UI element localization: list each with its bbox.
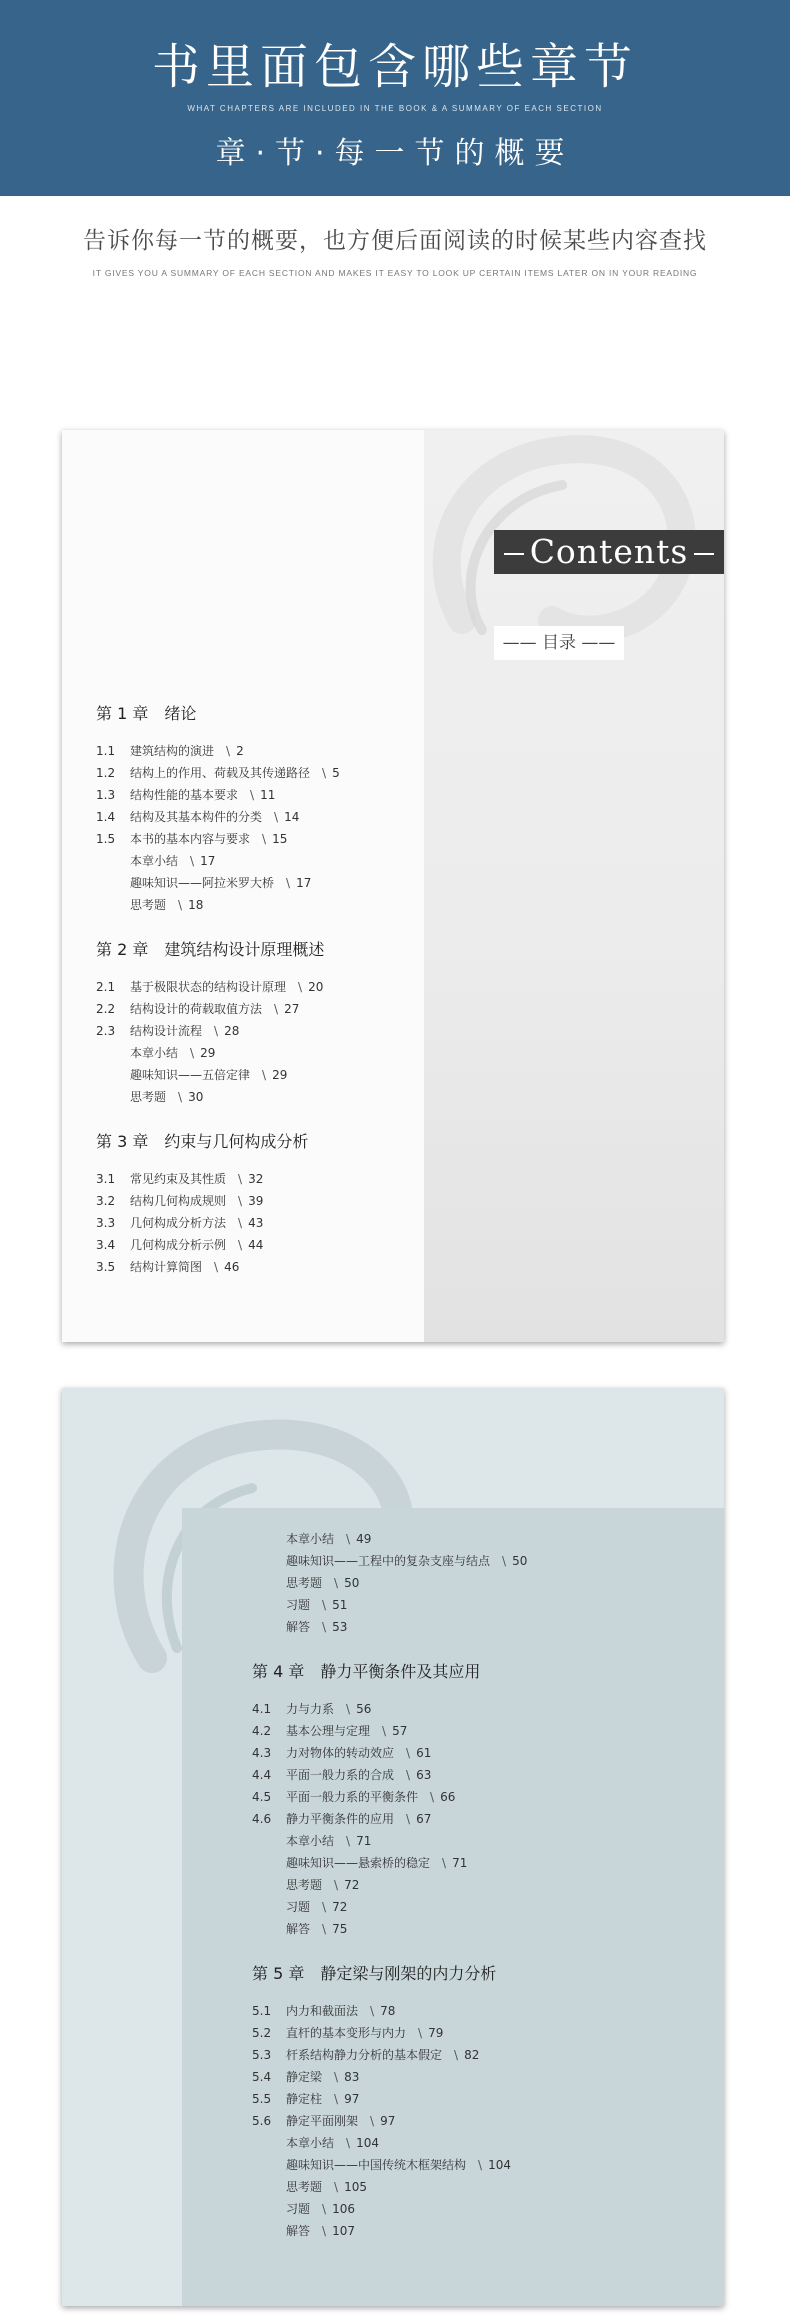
entry-title: 几何构成分析方法 — [130, 1216, 227, 1230]
page-separator: \ — [214, 1260, 219, 1274]
toc-entry — [252, 1764, 527, 1786]
entry-title: 静力平衡条件的应用 — [286, 1812, 395, 1826]
entry-number: 4.6 — [252, 1812, 272, 1826]
entry-page-number: 18 — [188, 898, 204, 912]
toc-entry — [96, 976, 340, 998]
entry-title: 趣味知识——工程中的复杂支座与结点 — [286, 1554, 491, 1568]
page-separator: \ — [442, 1856, 447, 1870]
tagline-en: IT GIVES YOU A SUMMARY OF EACH SECTION AND MAKES IT EASY TO LOOK UP CERTAIN ITEMS LATER ON IN YOUR READING — [92, 268, 698, 278]
entry-title: 杆系结构静力分析的基本假定 — [286, 2048, 443, 2062]
toc-entry — [96, 784, 340, 806]
entry-number: 1.3 — [96, 788, 116, 802]
chapter-heading: 第 1 章 绪论 — [96, 704, 197, 723]
entry-title: 常见约束及其性质 — [130, 1172, 227, 1186]
entry-title: 本章小结 — [130, 1046, 179, 1060]
entry-page-number: 67 — [416, 1812, 432, 1826]
chapter-heading: 第 4 章 静力平衡条件及其应用 — [252, 1662, 481, 1681]
entry-number: 2.3 — [96, 1024, 116, 1038]
page-separator: \ — [322, 1620, 327, 1634]
entry-title: 直杆的基本变形与内力 — [286, 2026, 407, 2040]
entry-page-number: 15 — [272, 832, 288, 846]
entry-title: 结构设计的荷载取值方法 — [130, 1002, 263, 1016]
entry-page-number: 27 — [284, 1002, 300, 1016]
entry-page-number: 97 — [344, 2092, 360, 2106]
entry-title: 解答 — [286, 2224, 311, 2238]
page-separator: \ — [226, 744, 231, 758]
page-separator: \ — [346, 2136, 351, 2150]
entry-page-number: 49 — [356, 1532, 372, 1546]
entry-number: 5.4 — [252, 2070, 272, 2084]
entry-number: 2.2 — [96, 1002, 116, 1016]
toc-entry — [96, 1256, 340, 1278]
entry-number: 5.2 — [252, 2026, 272, 2040]
page-separator: \ — [262, 832, 267, 846]
page-separator: \ — [334, 2180, 339, 2194]
toc-entry — [252, 1572, 527, 1594]
page-separator: \ — [250, 788, 255, 802]
entry-number: 1.4 — [96, 810, 116, 824]
toc-page-2 — [62, 1388, 724, 2306]
mulu-heading: —— 目录 —— — [494, 626, 624, 660]
entry-number: 3.1 — [96, 1172, 116, 1186]
entry-title: 习题 — [286, 1598, 311, 1612]
toc-entry — [96, 1086, 340, 1108]
page-separator: \ — [238, 1216, 243, 1230]
entry-number: 5.1 — [252, 2004, 272, 2018]
entry-number: 4.3 — [252, 1746, 272, 1760]
entry-title: 本章小结 — [286, 1532, 335, 1546]
entry-title: 结构几何构成规则 — [130, 1194, 227, 1208]
entry-title: 结构设计流程 — [130, 1024, 203, 1038]
entry-page-number: 104 — [488, 2158, 511, 2172]
entry-title: 结构及其基本构件的分类 — [130, 810, 263, 824]
toc-entry — [252, 1786, 527, 1808]
toc-entry — [252, 2198, 527, 2220]
entry-title: 几何构成分析示例 — [130, 1238, 227, 1252]
entry-page-number: 63 — [416, 1768, 432, 1782]
entry-number: 4.4 — [252, 1768, 272, 1782]
page-separator: \ — [334, 2070, 339, 2084]
banner-title: 书里面包含哪些章节 — [151, 39, 638, 95]
page-separator: \ — [322, 2202, 327, 2216]
entry-number: 3.2 — [96, 1194, 116, 1208]
tagline-cn: 告诉你每一节的概要，也方便后面阅读的时候某些内容查找 — [83, 228, 707, 254]
entry-number: 4.5 — [252, 1790, 272, 1804]
toc-entry — [96, 762, 340, 784]
entry-title: 思考题 — [286, 1878, 323, 1892]
entry-title: 趣味知识——五倍定律 — [130, 1068, 251, 1082]
page-separator: \ — [334, 1878, 339, 1892]
toc-entry — [96, 1064, 340, 1086]
toc-entry — [252, 2132, 527, 2154]
toc-entry — [96, 828, 340, 850]
entry-number: 4.1 — [252, 1702, 272, 1716]
entry-page-number: 97 — [380, 2114, 396, 2128]
page-separator: \ — [286, 876, 291, 890]
toc-entry — [252, 2066, 527, 2088]
page-separator: \ — [238, 1238, 243, 1252]
toc-entry — [252, 1550, 527, 1572]
page-separator: \ — [322, 1922, 327, 1936]
entry-title: 趣味知识——悬索桥的稳定 — [286, 1856, 431, 1870]
page-separator: \ — [178, 1090, 183, 1104]
page-separator: \ — [346, 1834, 351, 1848]
entry-title: 本书的基本内容与要求 — [130, 832, 251, 846]
page-separator: \ — [454, 2048, 459, 2062]
page-separator: \ — [190, 1046, 195, 1060]
entry-page-number: 50 — [512, 1554, 528, 1568]
entry-number: 5.5 — [252, 2092, 272, 2106]
banner-subtitle-cn: 章·节·每一节的概要 — [215, 136, 575, 171]
entry-page-number: 56 — [356, 1702, 372, 1716]
entry-page-number: 29 — [200, 1046, 216, 1060]
page-separator: \ — [430, 1790, 435, 1804]
page-separator: \ — [370, 2114, 375, 2128]
mulu-label: 目录 — [542, 633, 576, 653]
toc-entry — [96, 998, 340, 1020]
entry-page-number: 5 — [332, 766, 340, 780]
page-separator: \ — [274, 810, 279, 824]
toc-entry — [96, 1212, 340, 1234]
toc-entry — [96, 1168, 340, 1190]
toc-entry — [96, 1020, 340, 1042]
page-separator: \ — [382, 1724, 387, 1738]
entry-title: 本章小结 — [286, 1834, 335, 1848]
page-separator: \ — [370, 2004, 375, 2018]
page-separator: \ — [190, 854, 195, 868]
contents-label: Contents — [529, 532, 689, 571]
entry-title: 习题 — [286, 2202, 311, 2216]
toc-entry — [252, 1808, 527, 1830]
entry-page-number: 17 — [296, 876, 312, 890]
toc-entry — [252, 1874, 527, 1896]
entry-number: 4.2 — [252, 1724, 272, 1738]
entry-title: 思考题 — [130, 898, 167, 912]
page-separator: \ — [262, 1068, 267, 1082]
entry-number: 1.2 — [96, 766, 116, 780]
entry-title: 解答 — [286, 1620, 311, 1634]
toc-entry — [252, 1742, 527, 1764]
toc-entry — [252, 1918, 527, 1940]
page-separator: \ — [274, 1002, 279, 1016]
page-separator: \ — [418, 2026, 423, 2040]
page-separator: \ — [178, 898, 183, 912]
toc-entry — [96, 1042, 340, 1064]
toc-entry — [96, 894, 340, 916]
page-separator: \ — [322, 1900, 327, 1914]
page-separator: \ — [214, 1024, 219, 1038]
entry-title: 平面一般力系的合成 — [286, 1768, 395, 1782]
entry-title: 力与力系 — [286, 1702, 335, 1716]
toc-entry — [252, 1830, 527, 1852]
entry-page-number: 46 — [224, 1260, 240, 1274]
entry-title: 结构计算简图 — [130, 1260, 203, 1274]
toc-entry — [96, 1190, 340, 1212]
page-separator: \ — [478, 2158, 483, 2172]
contents-heading — [494, 530, 724, 574]
header-banner — [0, 0, 790, 196]
chapter-heading: 第 5 章 静定梁与刚架的内力分析 — [252, 1964, 497, 1983]
entry-title: 结构性能的基本要求 — [130, 788, 239, 802]
page-separator: \ — [502, 1554, 507, 1568]
entry-number: 1.1 — [96, 744, 116, 758]
entry-page-number: 66 — [440, 1790, 456, 1804]
page-separator: \ — [322, 1598, 327, 1612]
toc-entry — [96, 850, 340, 872]
toc-entry — [252, 1528, 527, 1550]
entry-number: 3.5 — [96, 1260, 116, 1274]
entry-page-number: 29 — [272, 1068, 288, 1082]
entry-page-number: 43 — [248, 1216, 264, 1230]
entry-number: 2.1 — [96, 980, 116, 994]
entry-page-number: 20 — [308, 980, 324, 994]
page-separator: \ — [322, 766, 327, 780]
entry-title: 力对物体的转动效应 — [286, 1746, 395, 1760]
toc-entry — [252, 1852, 527, 1874]
toc-page-1 — [62, 430, 724, 1342]
entry-page-number: 104 — [356, 2136, 379, 2150]
entry-title: 基于极限状态的结构设计原理 — [130, 980, 287, 994]
toc-list — [252, 1528, 527, 2242]
page-separator: \ — [406, 1746, 411, 1760]
entry-title: 建筑结构的演进 — [130, 744, 215, 758]
entry-number: 5.3 — [252, 2048, 272, 2062]
toc-entry — [252, 2088, 527, 2110]
toc-entry — [252, 1698, 527, 1720]
entry-page-number: 44 — [248, 1238, 264, 1252]
entry-page-number: 72 — [344, 1878, 360, 1892]
entry-title: 本章小结 — [286, 2136, 335, 2150]
page-separator: \ — [334, 1576, 339, 1590]
toc-entry — [96, 740, 340, 762]
toc-entry — [252, 2000, 527, 2022]
toc-entry — [96, 806, 340, 828]
entry-title: 平面一般力系的平衡条件 — [286, 1790, 419, 1804]
entry-page-number: 50 — [344, 1576, 360, 1590]
entry-title: 趣味知识——中国传统木框架结构 — [286, 2158, 467, 2172]
toc-list — [96, 702, 340, 1278]
entry-title: 思考题 — [286, 1576, 323, 1590]
entry-title: 静定柱 — [286, 2092, 323, 2106]
entry-title: 静定平面刚架 — [286, 2114, 359, 2128]
entry-title: 结构上的作用、荷载及其传递路径 — [130, 766, 311, 780]
toc-entry — [252, 2220, 527, 2242]
entry-page-number: 105 — [344, 2180, 367, 2194]
entry-page-number: 28 — [224, 1024, 240, 1038]
entry-page-number: 79 — [428, 2026, 444, 2040]
entry-page-number: 83 — [344, 2070, 360, 2084]
entry-number: 3.3 — [96, 1216, 116, 1230]
page-separator: \ — [238, 1172, 243, 1186]
entry-page-number: 107 — [332, 2224, 355, 2238]
entry-page-number: 57 — [392, 1724, 408, 1738]
toc-entry — [96, 1234, 340, 1256]
toc-entry — [252, 2154, 527, 2176]
entry-title: 思考题 — [286, 2180, 323, 2194]
page-separator: \ — [298, 980, 303, 994]
entry-page-number: 30 — [188, 1090, 204, 1104]
entry-page-number: 2 — [236, 744, 244, 758]
entry-page-number: 32 — [248, 1172, 264, 1186]
entry-number: 5.6 — [252, 2114, 272, 2128]
entry-title: 基本公理与定理 — [286, 1724, 371, 1738]
entry-page-number: 71 — [452, 1856, 468, 1870]
entry-page-number: 61 — [416, 1746, 432, 1760]
toc-entry — [252, 1594, 527, 1616]
entry-page-number: 39 — [248, 1194, 264, 1208]
entry-page-number: 106 — [332, 2202, 355, 2216]
entry-page-number: 78 — [380, 2004, 396, 2018]
entry-title: 思考题 — [130, 1090, 167, 1104]
entry-number: 1.5 — [96, 832, 116, 846]
toc-entry — [252, 1616, 527, 1638]
entry-page-number: 71 — [356, 1834, 372, 1848]
page-separator: \ — [334, 2092, 339, 2106]
entry-page-number: 17 — [200, 854, 216, 868]
entry-page-number: 51 — [332, 1598, 348, 1612]
toc-entry — [252, 2044, 527, 2066]
entry-title: 本章小结 — [130, 854, 179, 868]
page-separator: \ — [322, 2224, 327, 2238]
entry-title: 解答 — [286, 1922, 311, 1936]
entry-page-number: 75 — [332, 1922, 348, 1936]
page-separator: \ — [346, 1532, 351, 1546]
banner-subtitle-en: WHAT CHAPTERS ARE INCLUDED IN THE BOOK & A SUMMARY OF EACH SECTION — [187, 104, 603, 113]
entry-page-number: 72 — [332, 1900, 348, 1914]
chapter-heading: 第 2 章 建筑结构设计原理概述 — [96, 940, 325, 959]
chapter-heading: 第 3 章 约束与几何构成分析 — [96, 1132, 309, 1151]
page-separator: \ — [238, 1194, 243, 1208]
entry-page-number: 53 — [332, 1620, 348, 1634]
page-separator: \ — [406, 1812, 411, 1826]
toc-entry — [96, 872, 340, 894]
entry-page-number: 82 — [464, 2048, 480, 2062]
entry-title: 趣味知识——阿拉米罗大桥 — [130, 876, 275, 890]
entry-title: 内力和截面法 — [286, 2004, 359, 2018]
entry-page-number: 11 — [260, 788, 276, 802]
page-separator: \ — [346, 1702, 351, 1716]
toc-entry — [252, 2110, 527, 2132]
entry-title: 习题 — [286, 1900, 311, 1914]
page-separator: \ — [406, 1768, 411, 1782]
toc-entry — [252, 2176, 527, 2198]
toc-entry — [252, 2022, 527, 2044]
entry-page-number: 14 — [284, 810, 300, 824]
entry-title: 静定梁 — [286, 2070, 323, 2084]
entry-number: 3.4 — [96, 1238, 116, 1252]
toc-entry — [252, 1720, 527, 1742]
toc-entry — [252, 1896, 527, 1918]
